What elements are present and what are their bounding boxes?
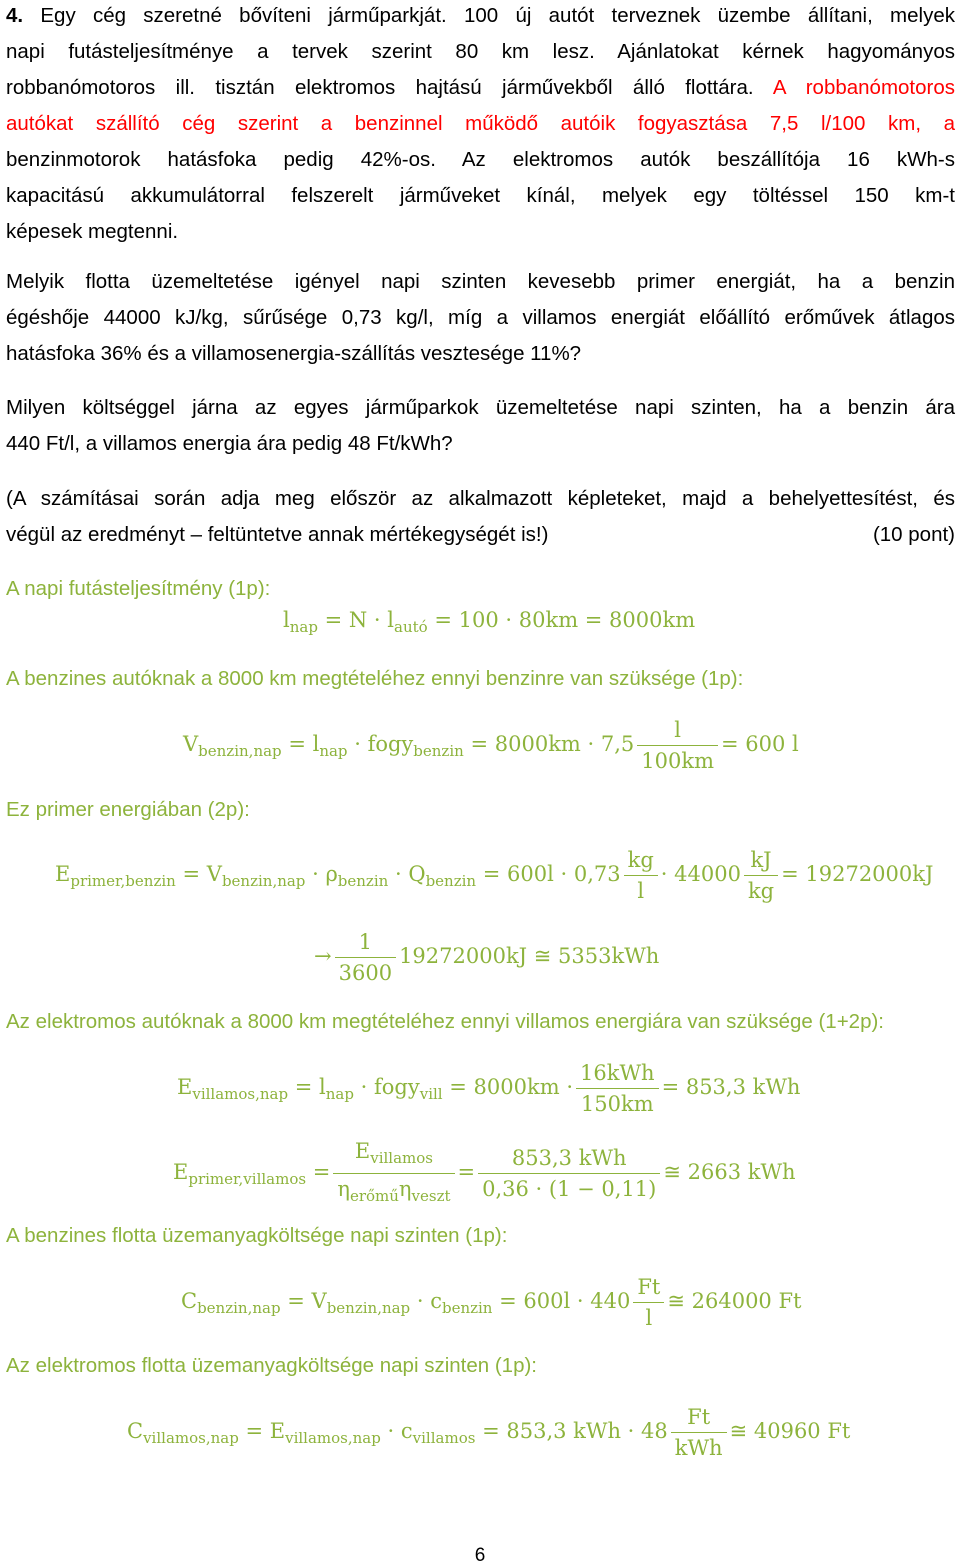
note-line-2-text: végül az eredményt – feltüntetve annak mértékegységét is!) [6, 523, 549, 546]
f7-a-sub: benzin,nap [326, 1299, 411, 1317]
formula-petrol-volume [183, 716, 799, 775]
f6-numerator-1 [333, 1137, 454, 1174]
formula-primer-electric [173, 1137, 796, 1210]
f8-result: ≅ 40960 Ft [729, 1419, 851, 1443]
f8-b-sub: villamos [412, 1429, 476, 1447]
heading-electric-need: Az elektromos autóknak a 8000 km megtételéhez ennyi villamos energiára van szüksége (1+2p): [6, 1010, 884, 1033]
question-primer-energy [6, 264, 955, 372]
f3-lhs: E [55, 862, 71, 886]
f3-d: = 600l · 0,73 [476, 862, 621, 886]
f5-b: · fogy [353, 1075, 420, 1099]
f7-numerator: Ft [633, 1273, 664, 1303]
f4-numerator: 1 [335, 928, 396, 958]
f5-lhs: E [177, 1075, 193, 1099]
f5-b-sub: vill [419, 1085, 443, 1103]
f7-c: = 600l · 440 [492, 1289, 631, 1313]
f2-a: = l [281, 732, 320, 756]
f1-eq1: = N · l [317, 608, 395, 632]
f6-den1b-symbol: η [398, 1177, 412, 1201]
intro-line-5: benzinmotorok hatásfoka pedig 42%-os. Az elektromos autók beszállítója 16 kWh-s [6, 148, 955, 171]
f1-lhs-sub: nap [289, 618, 318, 636]
f3-b-sub: benzin [337, 872, 389, 890]
f7-b-sub: benzin [441, 1299, 493, 1317]
formula-primer-benzin [55, 846, 933, 905]
intro-line-2: napi futásteljesítménye a tervek szerint 80 km lesz. Ajánlatokat kérnek hagyományos [6, 40, 955, 63]
f8-denominator: kWh [674, 1436, 723, 1460]
problem-intro [6, 0, 955, 250]
f2-lhs: V [183, 732, 199, 756]
f6-num1-symbol: E [354, 1139, 371, 1163]
highlight-supplier-text: A robbanómotoros [772, 76, 956, 99]
q1-line-1: Melyik flotta üzemeltetése igényel napi szinten kevesebb primer energiát, ha a benzin [6, 270, 955, 293]
f7-lhs: C [181, 1289, 198, 1313]
f4-fraction [335, 928, 396, 987]
f6-result: ≅ 2663 kWh [663, 1160, 796, 1184]
f6-fraction-1 [333, 1137, 454, 1210]
intro-line-6: kapacitású akkumulátorral felszerelt járműveket kínál, melyek egy töltéssel 150 km-t [6, 184, 955, 207]
formula-kwh-conversion [314, 928, 659, 987]
f5-numerator: 16kWh [576, 1059, 659, 1089]
heading-petrol-need: A benzines autóknak a 8000 km megtételéhez ennyi benzinre van szüksége (1p): [6, 667, 744, 690]
f2-b: · fogy [347, 732, 414, 756]
f1-rest: = 100 · 80km = 8000km [427, 608, 696, 632]
f3-a: = V [175, 862, 222, 886]
q1-line-2: égéshője 44000 kJ/kg, sűrűsége 0,73 kg/l, míg a villamos energiát előállító erőművek átlagos [6, 306, 955, 329]
f5-c: = 8000km · [442, 1075, 573, 1099]
f2-fraction [637, 716, 718, 775]
f6-a: = [306, 1160, 331, 1184]
heading-daily-distance: A napi futásteljesítmény (1p): [6, 577, 271, 600]
f2-a-sub: nap [319, 742, 348, 760]
f1-eq1-sub: autó [394, 618, 428, 636]
intro-line-1 [6, 0, 955, 34]
f5-a: = l [288, 1075, 326, 1099]
f3-denominator-2: kg [747, 879, 775, 903]
q1-line-3: hatásfoka 36% és a villamosenergia-szállítás vesztesége 11%? [6, 342, 582, 365]
formula-daily-distance [283, 608, 695, 636]
f6-fraction-2 [478, 1144, 660, 1203]
f3-fraction-1 [624, 846, 658, 905]
page-number: 6 [474, 1545, 486, 1566]
f3-numerator-2: kJ [744, 846, 778, 876]
f8-b: · c [380, 1419, 413, 1443]
f3-numerator-1: kg [624, 846, 658, 876]
f4-result: 19272000kJ ≅ 5353kWh [399, 944, 660, 968]
f4-denominator: 3600 [338, 961, 393, 985]
heading-primer-energy: Ez primer energiában (2p): [6, 798, 250, 821]
intro-line-1-text: Egy cég szeretné bővíteni járműparkját. 100 új autót terveznek üzembe állítani, melyek [40, 4, 955, 27]
f3-a-sub: benzin,nap [221, 872, 306, 890]
intro-line-7: képesek megtenni. [6, 220, 179, 243]
f3-e: · 44000 [660, 862, 741, 886]
f6-b: = [457, 1160, 476, 1184]
f6-den1b-sub: veszt [411, 1187, 451, 1205]
intro-line-4: autókat szállító cég szerint a benzinnel működő autóik fogyasztása 7,5 l/100 km, a [6, 112, 955, 135]
heading-petrol-cost: A benzines flotta üzemanyagköltsége napi szinten (1p): [6, 1224, 508, 1247]
f3-lhs-sub: primer,benzin [70, 872, 176, 890]
f8-lhs: C [127, 1419, 144, 1443]
note-line-2 [6, 517, 955, 553]
f3-result: = 19272000kJ [781, 862, 934, 886]
f2-c: = 8000km · 7,5 [463, 732, 635, 756]
f2-b-sub: benzin [413, 742, 464, 760]
f5-a-sub: nap [325, 1085, 354, 1103]
q2-line-1: Milyen költséggel járna az egyes járműparkok üzemeltetése napi szinten, ha a benzin ára [6, 396, 955, 419]
heading-electric-cost: Az elektromos flotta üzemanyagköltsége napi szinten (1p): [6, 1354, 537, 1377]
f7-a: = V [280, 1289, 327, 1313]
instructions-note [6, 481, 955, 553]
formula-electric-energy [177, 1059, 800, 1118]
points-label: (10 pont) [872, 523, 955, 546]
f8-lhs-sub: villamos,nap [143, 1429, 239, 1447]
f8-c: = 853,3 kWh · 48 [475, 1419, 668, 1443]
f5-result: = 853,3 kWh [661, 1075, 801, 1099]
f5-lhs-sub: villamos,nap [192, 1085, 289, 1103]
intro-line-3: robbanómotoros ill. tisztán elektromos hajtású járművekből álló flottára. A robbanómotoros [6, 76, 956, 99]
f3-c: · Q [388, 862, 426, 886]
f3-denominator-1: l [637, 879, 645, 903]
problem-number: 4. [6, 4, 24, 27]
f2-result: = 600 l [721, 732, 799, 756]
f6-num1-sub: villamos [370, 1149, 433, 1167]
f3-b: · ρ [305, 862, 338, 886]
f2-lhs-sub: benzin,nap [198, 742, 282, 760]
note-line-1: (A számításai során adja meg először az alkalmazott képleteket, majd a behelyettesítést, és [6, 487, 955, 510]
f8-fraction [671, 1403, 727, 1462]
f6-numerator-2: 853,3 kWh [478, 1144, 660, 1174]
f6-den1-sub: erőmű [349, 1187, 399, 1205]
f1-lhs: l [283, 608, 290, 632]
f7-lhs-sub: benzin,nap [197, 1299, 281, 1317]
f2-numerator: l [637, 716, 718, 746]
f5-denominator: 150km [580, 1092, 654, 1116]
f3-fraction-2 [744, 846, 778, 905]
f7-result: ≅ 264000 Ft [667, 1289, 802, 1313]
formula-electric-cost [127, 1403, 850, 1462]
f6-lhs-sub: primer,villamos [188, 1170, 307, 1188]
f8-numerator: Ft [671, 1403, 727, 1433]
f6-denominator-1 [333, 1174, 454, 1210]
f6-denominator-2: 0,36 · (1 − 0,11) [482, 1177, 657, 1201]
f3-c-sub: benzin [425, 872, 477, 890]
arrow-icon: → [314, 944, 332, 968]
f7-b: · c [410, 1289, 442, 1313]
q2-line-2: 440 Ft/l, a villamos energia ára pedig 48 Ft/kWh? [6, 432, 453, 455]
question-cost [6, 390, 955, 462]
f6-den1-symbol: η [337, 1177, 350, 1201]
f6-lhs: E [173, 1160, 189, 1184]
f8-a: = E [238, 1419, 286, 1443]
f2-denominator: 100km [641, 749, 714, 773]
f8-a-sub: villamos,nap [285, 1429, 381, 1447]
f7-denominator: l [645, 1306, 653, 1330]
formula-petrol-cost [181, 1273, 801, 1332]
f7-fraction [633, 1273, 664, 1332]
f5-fraction [576, 1059, 659, 1118]
